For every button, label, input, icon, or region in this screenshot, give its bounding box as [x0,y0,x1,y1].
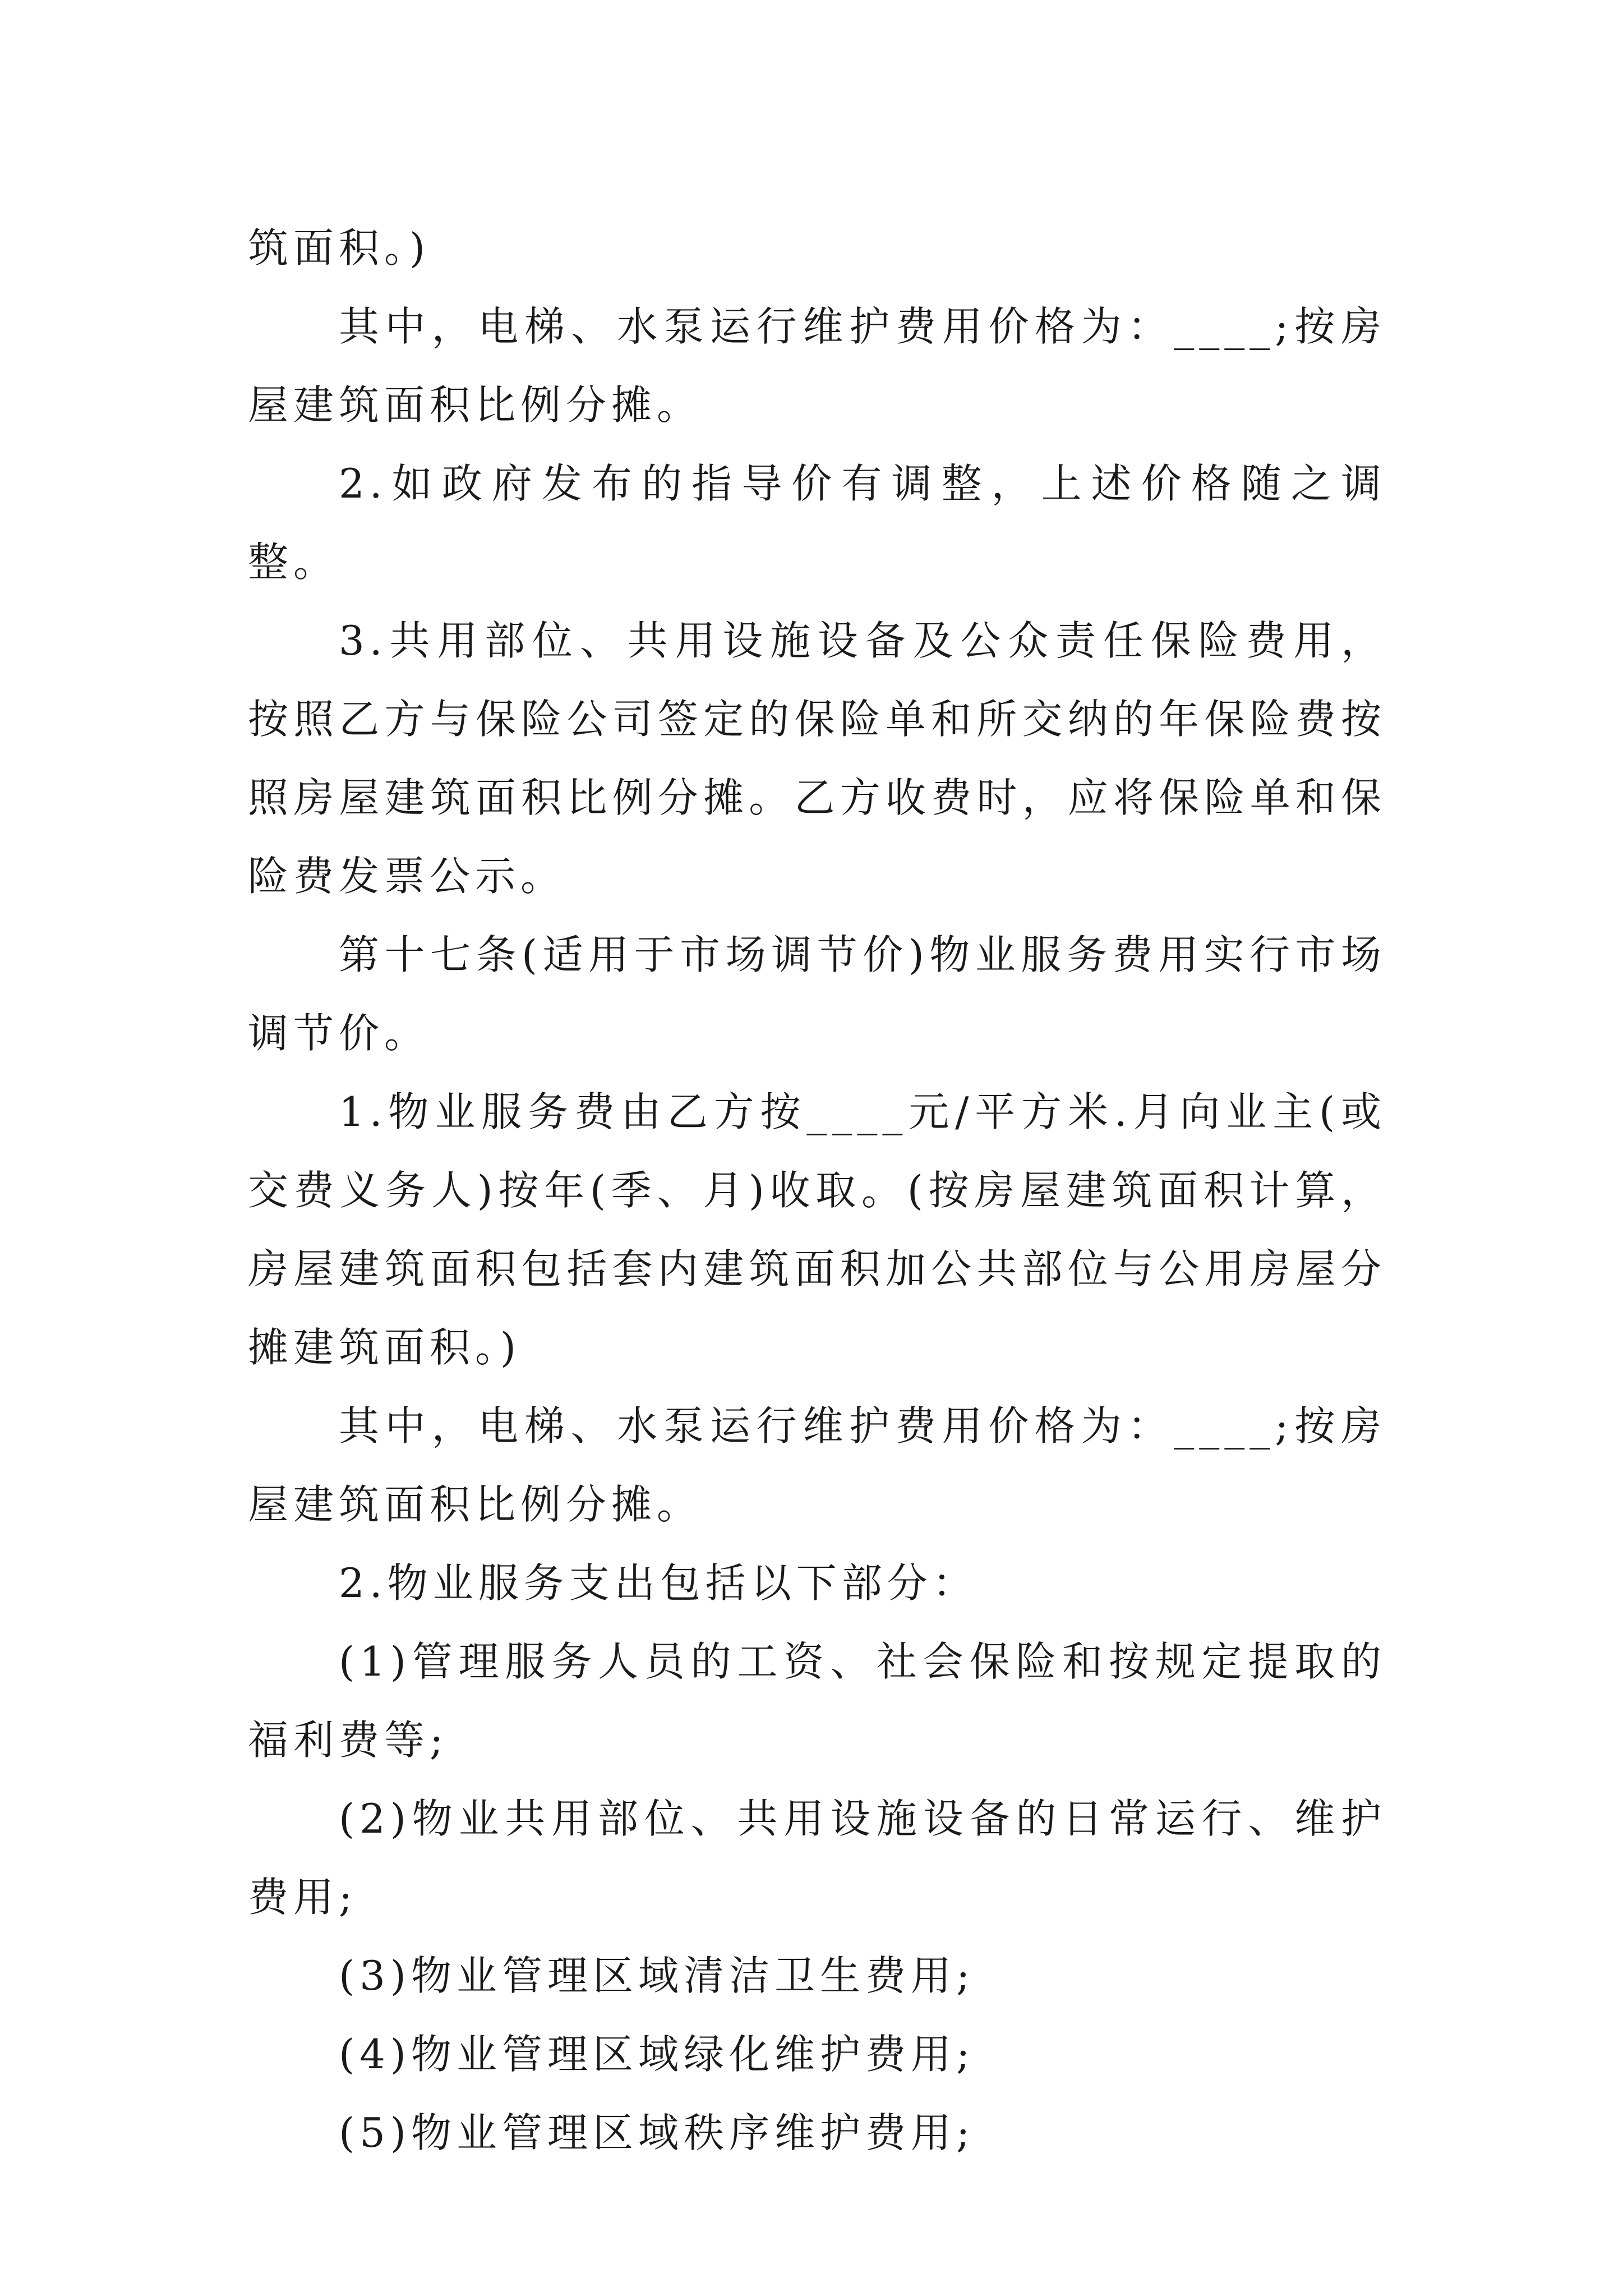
paragraph-guide-price-adjustment: 2.如政府发布的指导价有调整，上述价格随之调整。 [248,460,1386,586]
paragraph-area-note-end: 筑面积。) [248,224,431,272]
list-item-order-maintenance: (5)物业管理区域秩序维护费用; [339,2109,975,2156]
document-body [248,209,1386,2172]
paragraph-expense-items-intro: 2.物业服务支出包括以下部分： [339,1559,978,1607]
paragraph-elevator-pump-fee: 其中，电梯、水泵运行维护费用价格为：____;按房屋建筑面积比例分摊。 [248,303,1386,429]
list-item-staff-wages: (1)管理服务人员的工资、社会保险和按规定提取的福利费等; [248,1638,1386,1764]
list-item-greening: (4)物业管理区域绿化维护费用; [339,2031,975,2078]
paragraph-service-fee-rate: 1.物业服务费由乙方按____元/平方米.月向业主(或交费义务人)按年(季、月)收取。(按房屋建筑面积计算，房屋建筑面积包括套内建筑面积加公共部位与公用房屋分摊建筑面积。) [248,1088,1386,1371]
paragraph-insurance-fee: 3.共用部位、共用设施设备及公众责任保险费用，按照乙方与保险公司签定的保险单和所交纳的年保险费按照房屋建筑面积比例分摊。乙方收费时，应将保险单和保险费发票公示。 [248,617,1386,900]
list-item-facility-maintenance: (2)物业共用部位、共用设施设备的日常运行、维护费用; [248,1795,1386,1921]
list-item-cleaning: (3)物业管理区域清洁卫生费用; [339,1952,975,1999]
paragraph-elevator-pump-fee-2: 其中，电梯、水泵运行维护费用价格为：____;按房屋建筑面积比例分摊。 [248,1402,1386,1528]
paragraph-article-17: 第十七条(适用于市场调节价)物业服务费用实行市场调节价。 [248,931,1386,1057]
